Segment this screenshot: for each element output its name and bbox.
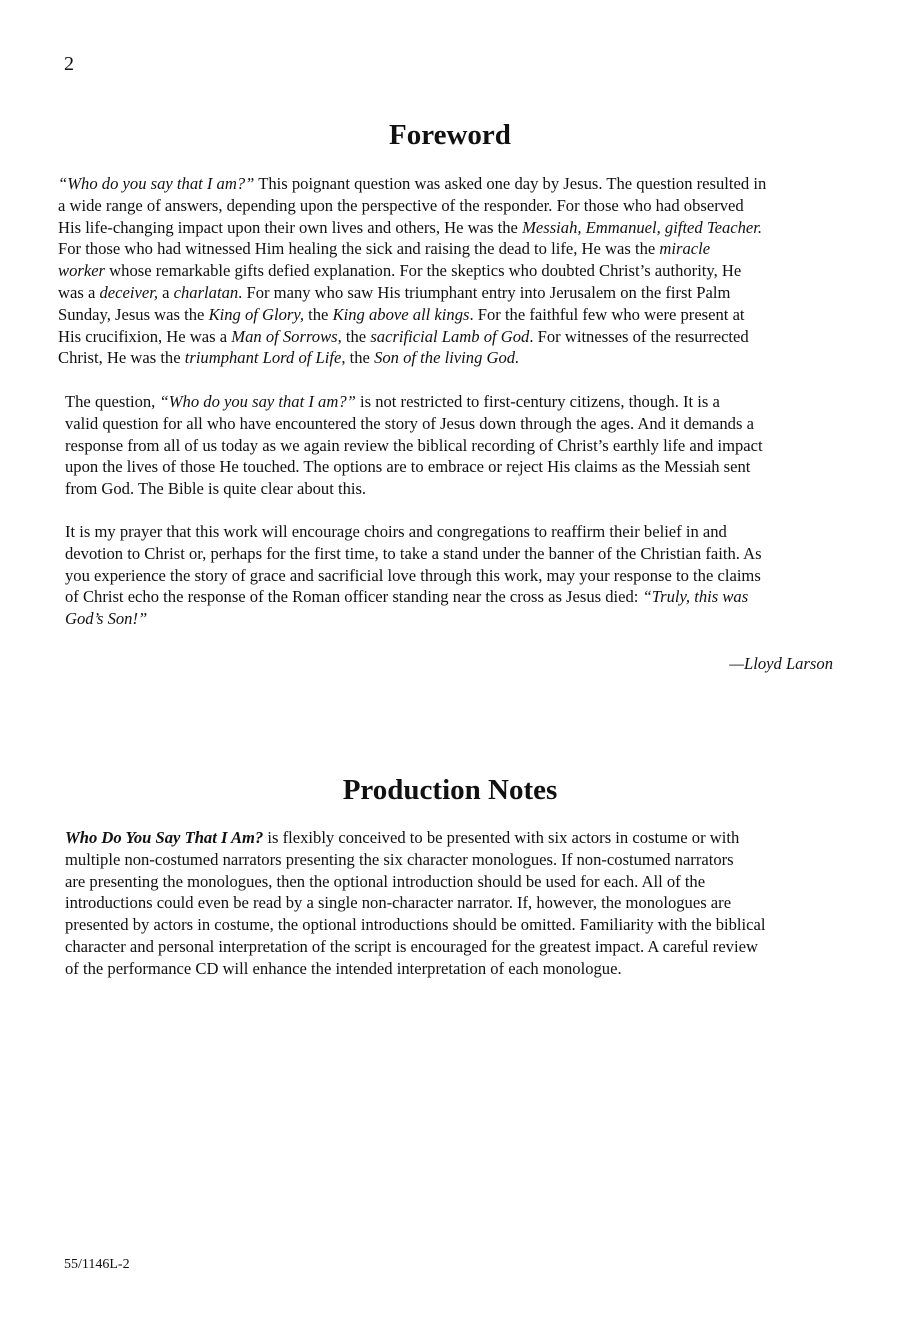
author-signature: —Lloyd Larson <box>729 654 833 673</box>
page-number: 2 <box>64 53 74 75</box>
foreword-paragraph-3: It is my prayer that this work will encourage choirs and congregations to reaffirm their belief in and devotion to Christ or, perhaps for the first time, to take a stand under the banner of the Christian faith. As you experience the story of grace and sacrificial love through this work, may your response to the claims of Christ echo the response of the Roman officer standing near the cross as Jesus died: “Truly, this was God’s Son!” <box>65 522 762 629</box>
production-notes-paragraph: Who Do You Say That I Am? is flexibly conceived to be presented with six actors in costume or with multiple non-costumed narrators presenting the six character monologues. If non-costumed narrators are presenting the monologues, then the optional introduction should be used for each. All of the introductions could even be read by a single non-character narrator. If, however, the monologues are presented by actors in costume, the optional introductions should be omitted. Familiarity with the biblical character and personal interpretation of the script is encouraged for the greatest impact. A careful review of the performance CD will enhance the intended interpretation of each monologue. <box>65 828 766 978</box>
foreword-paragraph-1: “Who do you say that I am?” This poignant question was asked one day by Jesus. The question resulted in a wide range of answers, depending upon the perspective of the responder. For those who had observed His life-changing impact upon their own lives and others, He was the Messiah, Emmanuel, gifted Teacher. For those who had witnessed Him healing the sick and raising the dead to life, He was the miracle worker whose remarkable gifts defied explanation. For the skeptics who doubted Christ’s authority, He was a deceiver, a charlatan. For many who saw His triumphant entry into Jerusalem on the first Palm Sunday, Jesus was the King of Glory, the King above all kings. For the faithful few who were present at His crucifixion, He was a Man of Sorrows, the sacrificial Lamb of God. For witnesses of the resurrected Christ, He was the triumphant Lord of Life, the Son of the living God. <box>58 174 767 368</box>
foreword-paragraph-2: The question, “Who do you say that I am?” is not restricted to first-century citizens, though. It is a valid question for all who have encountered the story of Jesus down through the ages. And it demands a response from all of us today as we again review the biblical recording of Christ’s earthly life and impact upon the lives of those He touched. The options are to embrace or reject His claims as the Messiah sent from God. The Bible is quite clear about this. <box>65 392 763 499</box>
production-notes-heading: Production Notes <box>342 774 558 806</box>
catalog-code: 55/1146L-2 <box>64 1257 130 1272</box>
foreword-heading: Foreword <box>389 119 511 151</box>
